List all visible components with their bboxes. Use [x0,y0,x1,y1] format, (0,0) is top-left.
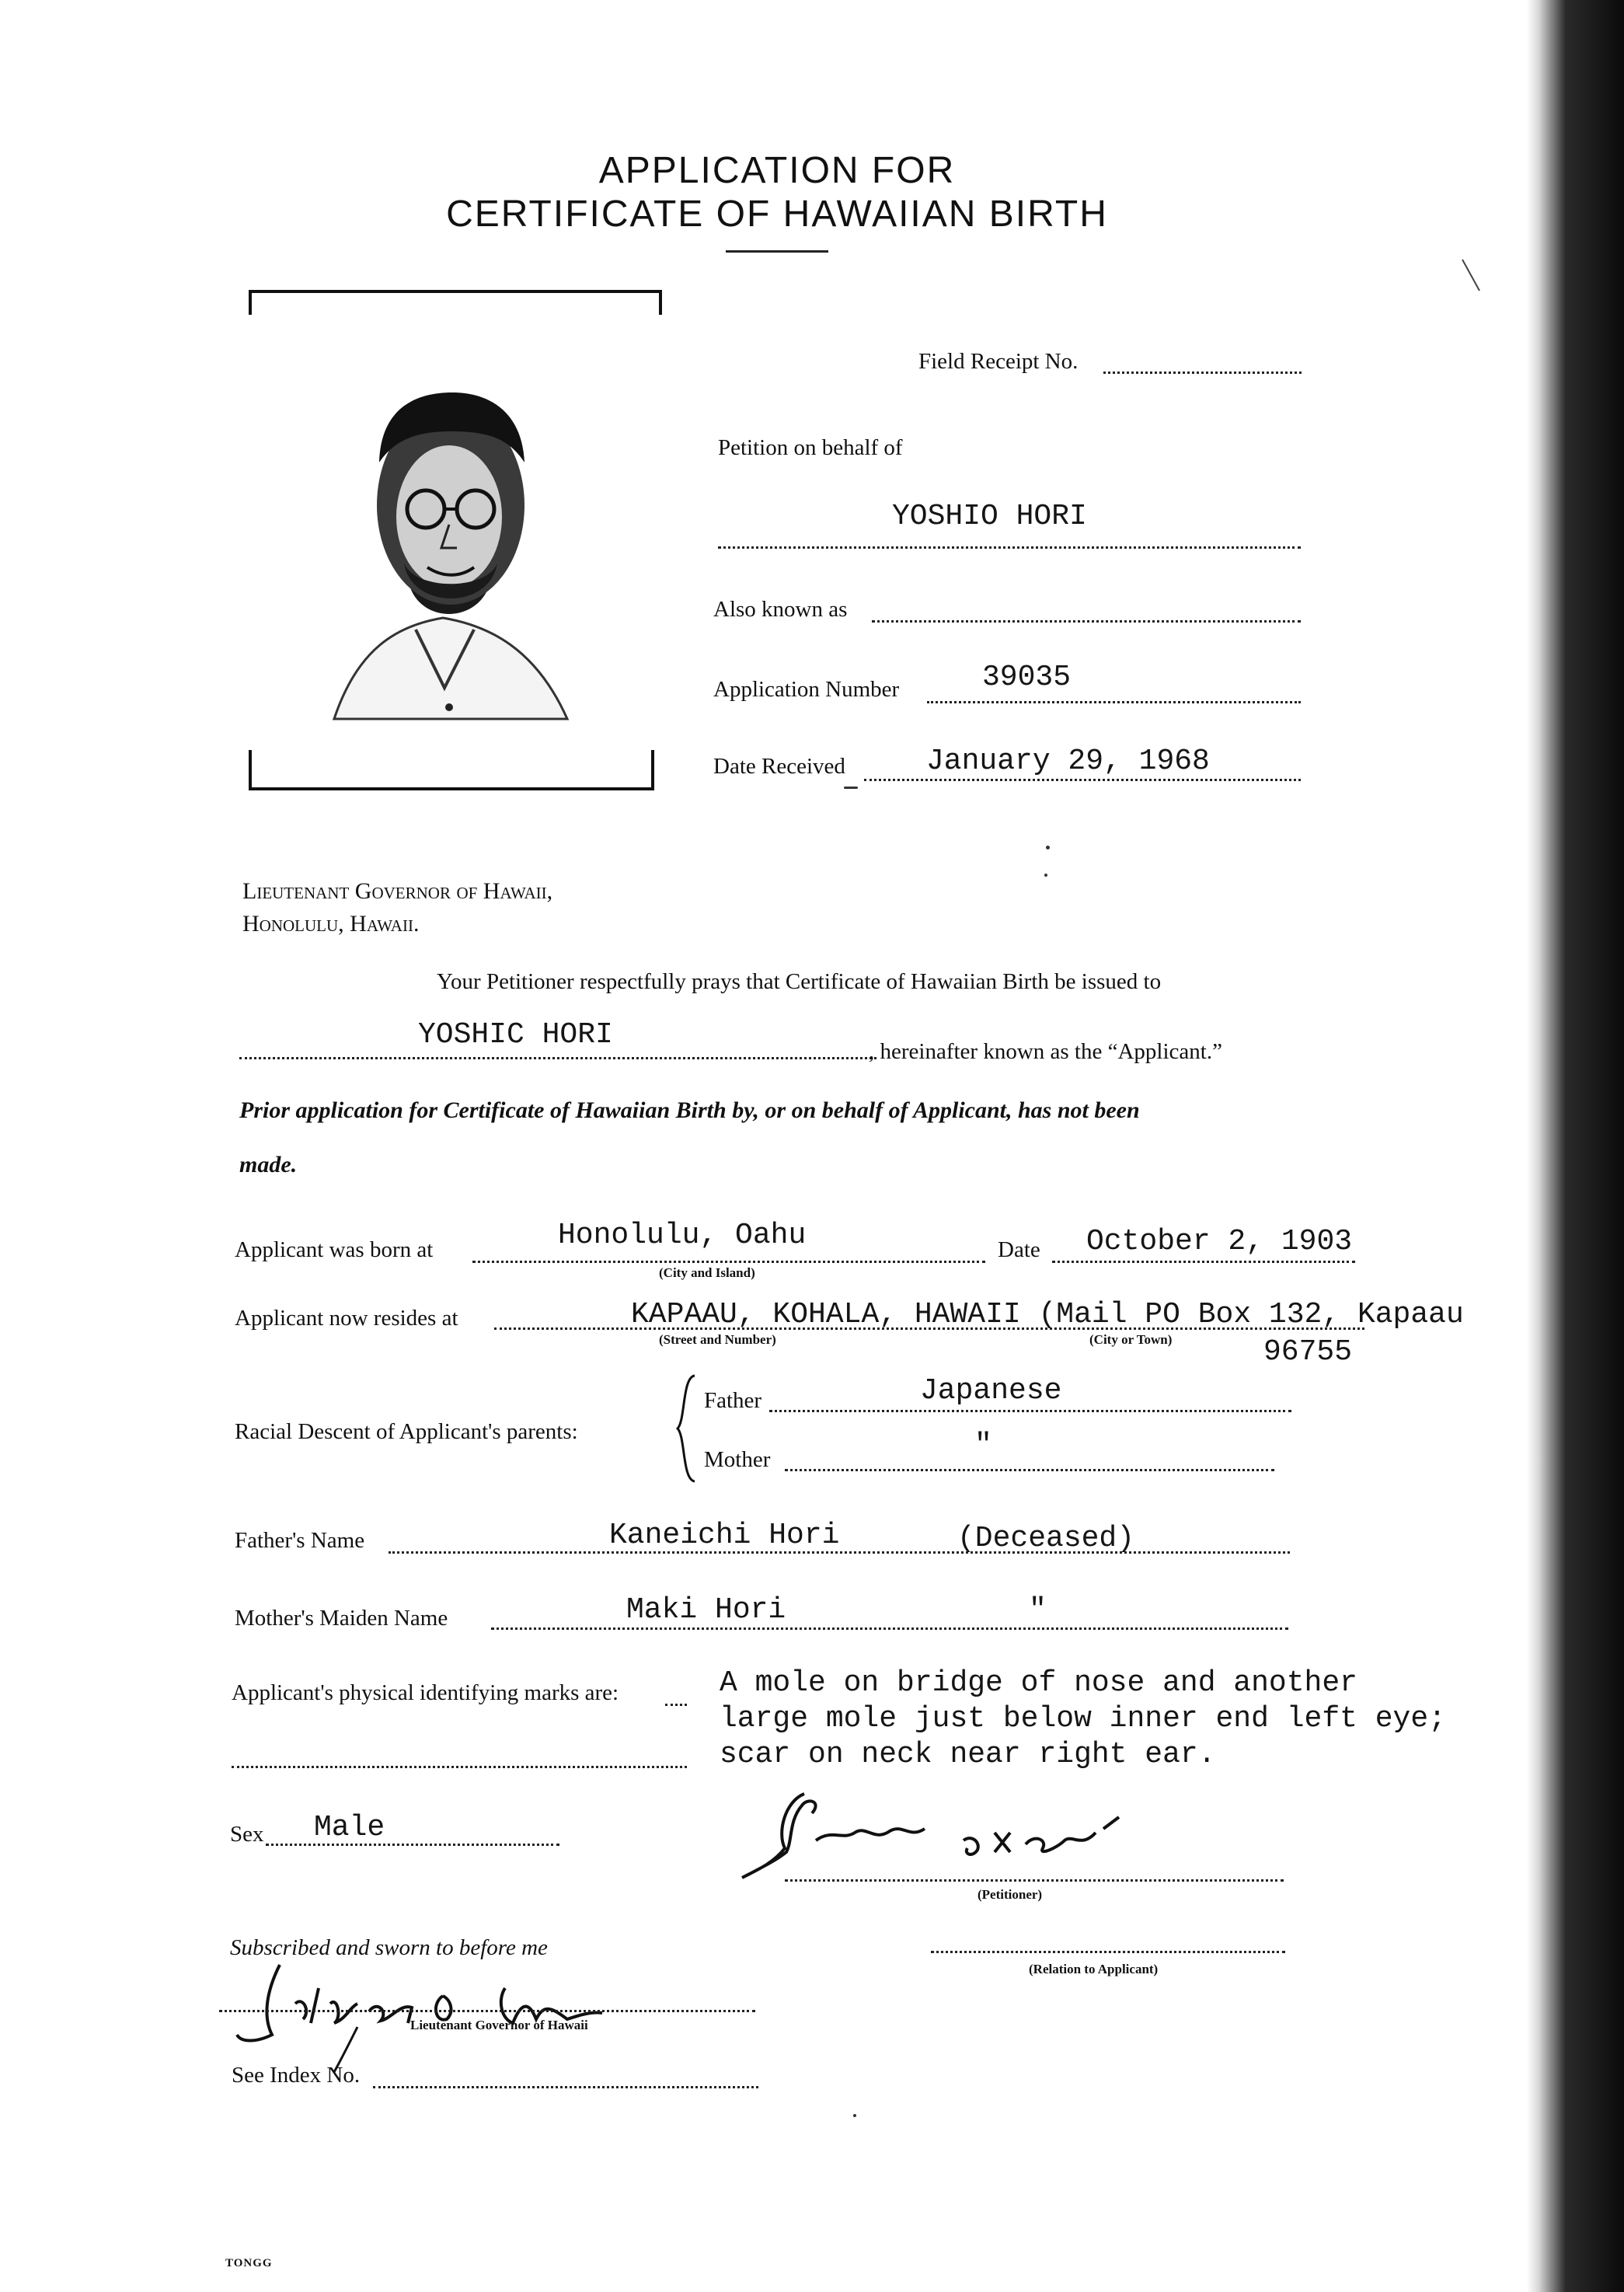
date-received-line [864,779,1301,781]
resides-sublabel-street: (Street and Number) [659,1332,776,1347]
resides-sublabel-city: (City or Town) [1089,1332,1173,1347]
prays-text: Your Petitioner respectfully prays that Certificate of Hawaiian Birth be issued to [437,969,1162,994]
title-rule [726,250,828,253]
prior-application-line-2: made. [239,1152,298,1177]
racial-label: Racial Descent of Applicant's parents: [235,1419,578,1444]
sex-value: Male [314,1811,385,1844]
index-line [373,2086,758,2088]
marks-label: Applicant's physical identifying marks are: [232,1680,619,1705]
index-label: See Index No. [232,2063,361,2088]
marks-line-blank [232,1766,687,1768]
mother-value: " [974,1429,992,1462]
mother-label: Mother [704,1447,771,1472]
also-known-line [872,620,1301,623]
born-date: October 2, 1903 [1086,1225,1353,1258]
petition-line [718,546,1301,549]
father-value: Japanese [920,1374,1062,1408]
mothers-name-note: " [1029,1593,1047,1627]
hereinafter-text: , hereinafter known as the “Applicant.” [869,1039,1222,1064]
scan-speck [1046,846,1050,849]
resides-address: KAPAAU, KOHALA, HAWAII (Mail PO Box 132, Kapaau [631,1298,1464,1331]
resides-zip: 96755 [1263,1335,1353,1369]
relation-line [931,1951,1285,1953]
born-sublabel: (City and Island) [659,1265,755,1280]
date-received: January 29, 1968 [926,745,1210,778]
petitioner-line [785,1879,1284,1882]
scan-mark [1459,256,1483,295]
date-received-label: Date Received [713,754,845,779]
application-number-line [927,701,1301,703]
prior-application-line-1: Prior application for Certificate of Hawaiian Birth by, or on behalf of Applicant, has not been [239,1097,1140,1123]
applicant-name: YOSHIC HORI [418,1018,613,1052]
field-receipt-label: Field Receipt No. [918,349,1079,374]
fathers-name-value: Kaneichi Hori [609,1519,840,1552]
fathers-name-note: (Deceased) [957,1522,1135,1555]
governor-line [219,2010,755,2012]
resides-label: Applicant now resides at [235,1306,458,1331]
petition-name: YOSHIO HORI [892,500,1087,533]
fathers-name-line [389,1551,1290,1554]
father-line [769,1410,1291,1412]
field-receipt-line [1103,372,1302,374]
scan-speck [1044,874,1047,877]
addressee-line-1: Lieutenant Governor of Hawaii, [242,878,553,904]
sex-label: Sex [230,1822,264,1847]
father-label: Father [704,1388,762,1413]
born-date-line [1052,1261,1355,1263]
application-number-label: Application Number [713,677,900,702]
marks-line-2: large mole just below inner end left eye; [720,1702,1446,1736]
marks-line-3: scar on neck near right ear. [720,1738,1216,1771]
resides-line [494,1327,1364,1330]
title-line-2: CERTIFICATE OF HAWAIIAN BIRTH [446,194,1108,235]
mothers-name-label: Mother's Maiden Name [235,1606,448,1631]
footer-code: TONGG [225,2257,273,2269]
born-place-line [472,1261,985,1263]
title-line-1: APPLICATION FOR [598,150,956,191]
applicant-name-line [239,1057,876,1059]
fathers-name-label: Father's Name [235,1528,365,1553]
marks-line-1: A mole on bridge of nose and another [720,1666,1357,1700]
mothers-name-value: Maki Hori [626,1593,786,1627]
scan-edge [1527,0,1624,2292]
sworn-text: Subscribed and sworn to before me [230,1935,548,1960]
scan-speck [844,787,858,789]
marks-line-start [665,1704,687,1706]
addressee-line-2: Honolulu, Hawaii. [242,911,420,937]
petitioner-label: (Petitioner) [978,1887,1043,1902]
also-known-label: Also known as [713,597,848,622]
born-place: Honolulu, Oahu [558,1219,807,1252]
scan-speck [853,2114,856,2117]
racial-brace [674,1374,698,1483]
relation-label: (Relation to Applicant) [1029,1962,1159,1976]
application-number: 39035 [982,661,1072,694]
born-date-label: Date [998,1237,1040,1262]
mother-line [785,1469,1274,1471]
petition-label: Petition on behalf of [718,435,903,460]
governor-label: Lieutenant Governor of Hawaii [410,2018,588,2032]
mothers-name-line [491,1627,1288,1630]
born-label: Applicant was born at [235,1237,434,1262]
sex-line [266,1844,559,1846]
